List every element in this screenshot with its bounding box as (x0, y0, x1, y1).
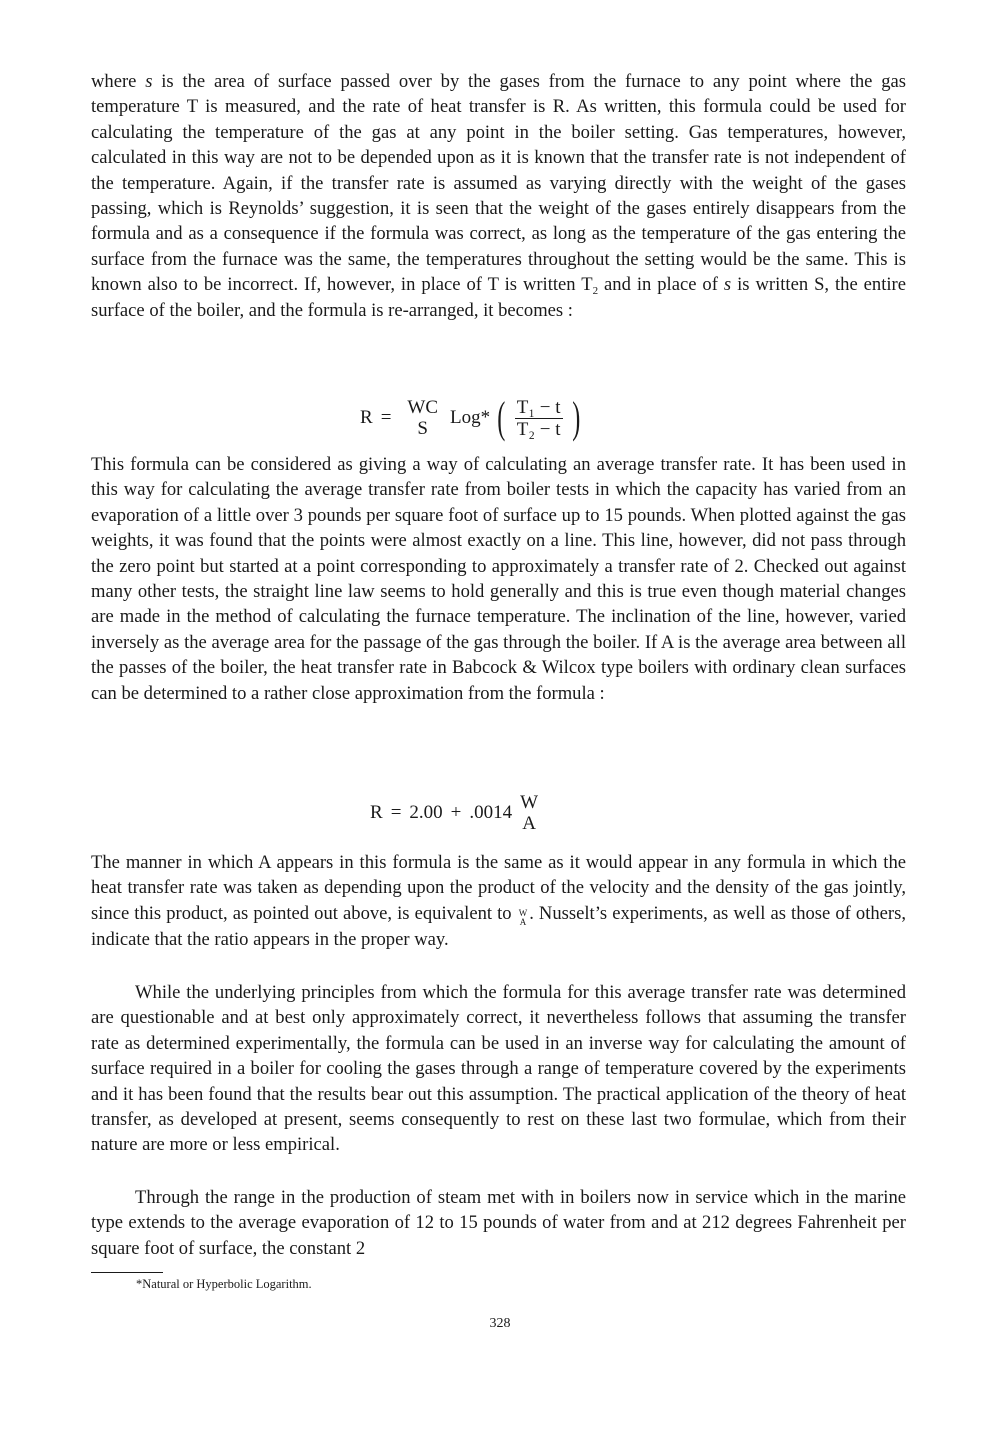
formula-lhs: R (370, 802, 383, 823)
paragraph-4: While the underlying principles from which the formula for this average transfer rate was determined are questionable and at best only approximately correct, it nevertheless follows that assuming the transfer rate as determined experimentally, the formula can be used in an inverse way for calculating the amount of surface required in a boiler for cooling the gases through a range of temperature covered by the experiments and it has been found that the results bear out this assumption. The practical application of the theory of heat transfer, as developed at present, seems consequently to rest on these last two formulae, which from their nature are more or less empirical. (91, 982, 906, 1156)
formula-average-transfer-rate (360, 388, 583, 448)
formula-equals: = (380, 407, 392, 428)
formula-heat-transfer-rate (370, 785, 546, 841)
fraction-denominator: A (522, 813, 536, 834)
fraction-numerator: WC (407, 397, 439, 418)
right-paren: ) (571, 393, 580, 442)
fraction-numerator: W (520, 792, 539, 813)
paragraph-2: This formula can be considered as giving a way of calculating an average transfer rate. It has been used in this way for calculating the average transfer rate from boiler tests in which the capacity has varied from an evaporation of a little over 3 pounds per square foot of surface up to 15 pounds. When plotted against the gas weights, it was found that the points were almost exactly on a line. This line, however, did not pass through the zero point but started at a point corresponding to approximately a transfer rate of 2. Checked out against many other tests, the straight line law seems to hold generally and this is true even though material changes are made in the method of calculating the furnace temperature. The inclination of the line, however, varied inversely as the average area for the passage of the gas through the boiler. If A is the average area between all the passes of the boiler, the heat transfer rate in Babcock & Wilcox type boilers with ordinary clean surfaces can be determined to a rather close approximation from the formula : (91, 454, 906, 704)
variable-s: s (145, 71, 153, 92)
page-number: 328 (489, 1316, 511, 1331)
formula-fraction (405, 397, 440, 439)
formula-constant: 2.00 (409, 802, 443, 823)
paragraph-1: where s is the area of surface passed over by the gases from the furnace to any point where the gas temperature T is measured, and the rate of heat transfer is R. As written, this formula could be used for calculating the temperature of the gas at any point in the boiler setting. Gas temperatures, however, calculated in this way are not to be depended upon as it is known that the transfer rate is not independent of the temperature. Again, if the transfer rate is assumed as varying directly with the weight of the gases passing, which is Reynolds’ suggestion, it is seen that the weight of the gases entirely disappears from the formula and as a consequence if the formula was correct, as long as the temperature of the gas entering the surface from the furnace was the same, the temperatures throughout the setting would be the same. This is known also to be incorrect. If, however, in place of T is written $T_2$ and in place of s is written S, the entire surface of the boiler, and the formula is re-arranged, it becomes : (91, 71, 907, 321)
formula-plus: + (450, 802, 462, 823)
paragraph-3: The manner in which A appears in this formula is the same as it would appear in any formula in which the heat transfer rate was taken as depending upon the product of the velocity and the density of the gas jointly, since this product, as pointed out above, is equivalent to W A . Nusselt’s experiments, as well as those of others, indicate that the ratio appears in the proper way. (91, 852, 907, 950)
fraction-denominator: S (417, 418, 428, 439)
formula-fraction (518, 792, 540, 834)
paragraph-5: Through the range in the production of steam met with in boilers now in service which in the marine type extends to the average evaporation of 12 to 15 pounds of water from and at 212 degrees Fahrenheit per square foot of surface, the constant 2 (91, 1187, 906, 1259)
footnote: *Natural or Hyperbolic Logarithm. (136, 1277, 312, 1291)
formula-inner-fraction (515, 397, 563, 440)
variable-s: s (723, 274, 732, 296)
footnote-rule (91, 1272, 163, 1273)
inner-numerator: T₁ − t (516, 396, 561, 418)
formula-log: Log* (450, 407, 491, 428)
formula-lhs: R (360, 407, 373, 428)
inner-denominator: T₂ − t (516, 418, 561, 440)
left-paren: ( (497, 393, 506, 442)
formula-coefficient: .0014 (469, 802, 513, 823)
inline-fraction: W A (518, 907, 528, 927)
subscript: 2 (592, 285, 599, 298)
formula-equals: = (390, 802, 402, 823)
